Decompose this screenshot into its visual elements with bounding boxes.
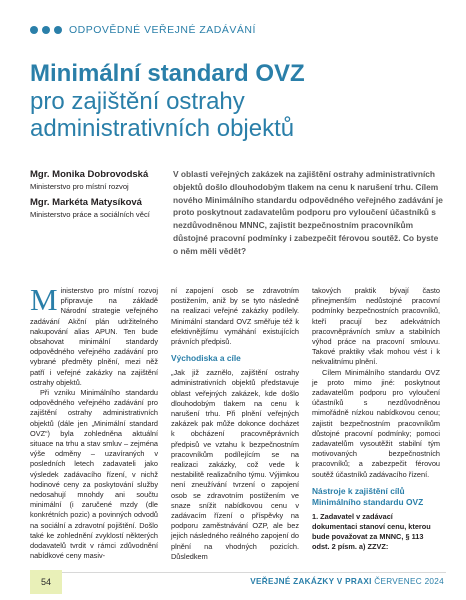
title-line-3: administrativních objektů bbox=[30, 115, 295, 142]
body-bold-paragraph: 1. Zadavatel v zadávací dokumentaci stanoví cenu, kterou bude považovat za MNNC, § 113 odst. 2 písm. a) ZZVZ: bbox=[312, 511, 431, 552]
kicker-dots bbox=[30, 26, 62, 34]
author-list bbox=[30, 168, 180, 224]
dot-icon bbox=[54, 26, 62, 34]
footer-publication bbox=[250, 577, 444, 586]
body-paragraph: Cílem Minimálního standardu OVZ je proto mimo jiné: poskytnout zadavatelům podporu pro vyloučení účastníků s nezdůvodněnou mimořádně nízkou nabídkovou cenou; zajistit bezpečnostním pracovníkům důstojné pracovní podmínky; pomoci zadavatelům vysoutěžit stabilní tým motivovaných bezpečnostních pracovníků; a zabezpečit férovou soutěž účastníků zadávacího řízení. bbox=[312, 367, 440, 479]
section-kicker bbox=[30, 24, 256, 36]
dot-icon bbox=[30, 26, 38, 34]
section-label: ODPOVĚDNÉ VEŘEJNÉ ZADÁVÁNÍ bbox=[69, 24, 256, 36]
title-bold-line: Minimální standard OVZ bbox=[30, 60, 305, 87]
body-column-3 bbox=[312, 286, 440, 553]
footer-divider bbox=[30, 572, 446, 573]
dot-icon bbox=[42, 26, 50, 34]
body-column-2 bbox=[171, 286, 299, 562]
section-subheading: Východiska a cíle bbox=[171, 353, 241, 364]
page-number: 54 bbox=[30, 570, 62, 594]
page-footer bbox=[0, 568, 466, 600]
body-paragraph: „Jak již zaznělo, zajištění ostrahy administrativních objektů představuje oblast veřejných zakázek, kde došlo dlouhodobým tlakem na cenu k narušení trhu. Při plnění veřejných zakázek pak může dokonce docházet k obcházení pracovněprávních předpisů ve vztahu k bezpečnostním pracovníkům podílejícím se na realizaci zakázky, což vede k nestabilitě realizačního týmu. Výjimkou není zneužívání tvrzení o zapojení osob se zdravotním postižením ve snaze snížit nabídkovou cenu v zadávacím řízení o příspěvky na podporu zaměstnávání OZP, ale bez jejich následného reálného zapojení do plnění na vhodných pozicích. Důsledkem bbox=[171, 368, 299, 561]
body-paragraph: inisterstvo pro místní rozvoj připravuje na základě Národní strategie veřejného zadávání Akční plán udržitelného nakupování alias APUN. Ten bude obsahovat minimální standardy odpovědného veřejného zadávání pro vybrané předměty plnění, mezi něž patří i veřejné zakázky na zajištění ostrahy objektů. bbox=[30, 286, 158, 387]
author-name: Mgr. Monika Dobrovodská bbox=[30, 169, 149, 180]
title-line-2: pro zajištění ostrahy bbox=[30, 88, 245, 115]
section-subheading: Nástroje k zajištění cílů Minimálního standardu OVZ bbox=[312, 485, 424, 507]
body-column-1 bbox=[30, 282, 158, 561]
author-role: Ministerstvo práce a sociálních věcí bbox=[30, 210, 150, 219]
magazine-name: VEŘEJNÉ ZAKÁZKY V PRAXI bbox=[250, 577, 372, 586]
author-name: Mgr. Markéta Matysíková bbox=[30, 197, 142, 208]
issue-date: ČERVENEC 2024 bbox=[374, 577, 444, 586]
body-paragraph: Při vzniku Minimálního standardu odpovědného veřejného zadávání pro zajištění ostrahy administrativních objektů (dále jen „Minimální standard OVZ“) byla zohledněna aktuální situace na trhu a stav smluv – zejména výše odměny – uzavíraných v posledních letech zadavateli jako výsledek zadávacího řízení, v nichž hodinové ceny za poskytování služby nedosahují mnohdy ani součtu minimální (i zaručené mzdy (dle konkrétních pozic) a povinných odvodů na sociální a zdravotní pojištění. Došlo také ke zohlednění zvyklostí některých dodavatelů tvrdit v rámci zdůvodnění nabídkové ceny masiv- bbox=[30, 388, 158, 561]
drop-cap: M bbox=[30, 282, 58, 317]
article-title bbox=[30, 60, 450, 142]
body-paragraph: ní zapojení osob se zdravotním postižením, aniž by se tyto následně na realizaci veřejné zakázky podílely. Minimální standard OVZ směřuje též k efektivnějšímu vymáhání existujících právních předpisů. bbox=[171, 286, 299, 347]
author-role: Ministerstvo pro místní rozvoj bbox=[30, 182, 129, 191]
body-paragraph: takových praktik bývají často přinejmenším nedůstojné pracovní podmínky bezpečnostních pracovníků, kteří pracují bez adekvátních pracovněprávních smluv a stabilních výhod práce na pracovní smlouvu. Takové praktiky však mohou vést i k nekvalitnímu plnění. bbox=[312, 286, 440, 367]
lead-paragraph: V oblasti veřejných zakázek na zajištění ostrahy administrativních objektů došlo dlouhodobým tlakem na cenu k narušení trhu. Cílem nového Minimálního standardu odpovědného veřejného zadávání je proto poskytnout zadavatelům podporu pro vyloučení účastníků s nezdůvodněnou MNNC, zajistit bezpečnostním pracovníkům důstojné pracovní podmínky i zabezpečit férovou soutěž. Co byste o něm měli vědět? bbox=[173, 169, 443, 256]
